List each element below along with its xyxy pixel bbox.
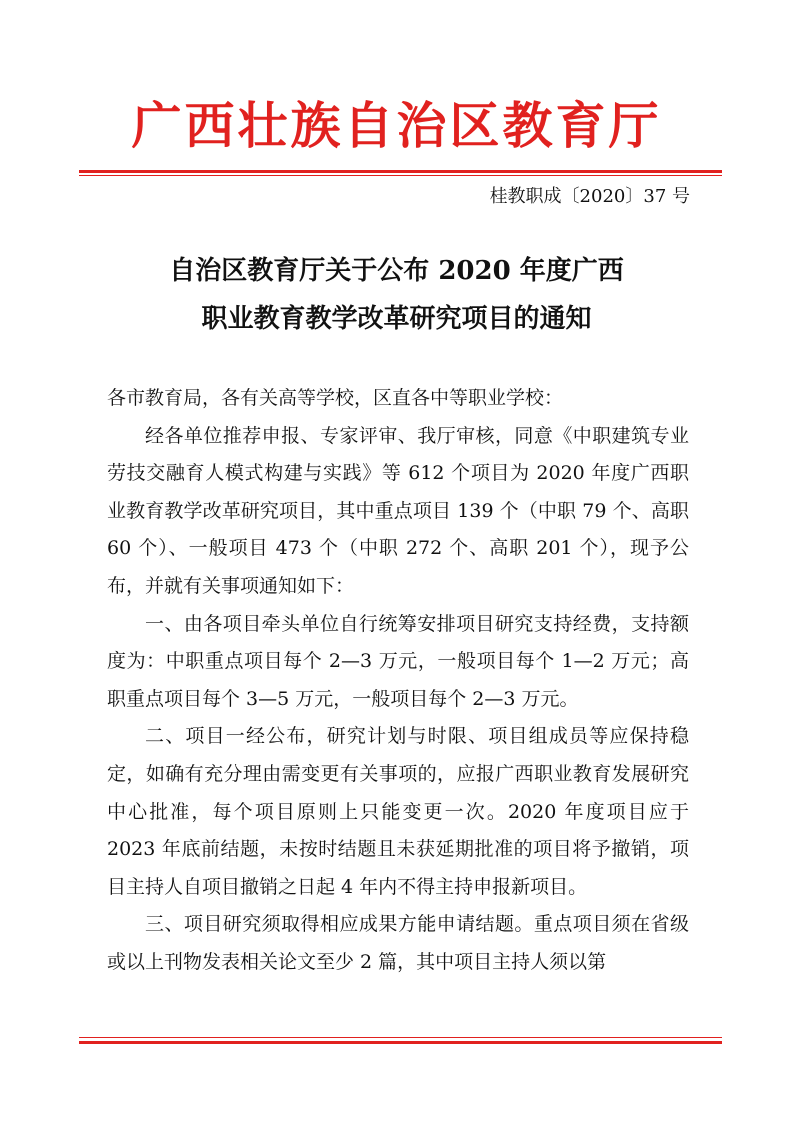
paragraph-item-1: 一、由各项目牵头单位自行统筹安排项目研究支持经费，支持额度为：中职重点项目每个 2—3 万元，一般项目每个 1—2 万元；高职重点项目每个 3—5 万元，一般项目每个 2—3 万元。 xyxy=(107,612,689,710)
footer-rule-thin xyxy=(79,1037,722,1038)
header-rule-thin xyxy=(79,175,722,176)
document-title-line-2: 职业教育教学改革研究项目的通知 xyxy=(201,304,592,334)
document-body xyxy=(107,380,689,982)
paragraph-intro: 经各单位推荐申报、专家评审、我厅审核，同意《中职建筑专业劳技交融育人模式构建与实践》等 612 个项目为 2020 年度广西职业教育教学改革研究项目，其中重点项目 139 个（中职 79 个、高职 60 个）、一般项目 473 个（中职 272 个、高职 201 个），现予公布，并就有关事项通知如下： xyxy=(107,424,689,597)
document-title-line-1: 自治区教育厅关于公布 2020 年度广西 xyxy=(169,256,624,286)
paragraph-item-3: 三、项目研究须取得相应成果方能申请结题。重点项目须在省级或以上刊物发表相关论文至少 2 篇，其中项目主持人须以第 xyxy=(107,913,689,973)
salutation: 各市教育局，各有关高等学校，区直各中等职业学校： xyxy=(107,387,564,409)
paragraph-item-2: 二、项目一经公布，研究计划与时限、项目组成员等应保持稳定，如确有充分理由需变更有关事项的，应报广西职业教育发展研究中心批准，每个项目原则上只能变更一次。2020 年度项目应于 2023 年底前结题，未按时结题且未获延期批准的项目将予撤销，项目主持人自项目撤销之日起 4 年内不得主持申报新项目。 xyxy=(107,725,689,898)
document-number: 桂教职成〔2020〕37 号 xyxy=(489,186,690,207)
footer-rule-thick xyxy=(79,1041,722,1044)
header-rule-thick xyxy=(79,170,722,173)
issuer-header: 广西壮族自治区教育厅 xyxy=(131,96,662,155)
